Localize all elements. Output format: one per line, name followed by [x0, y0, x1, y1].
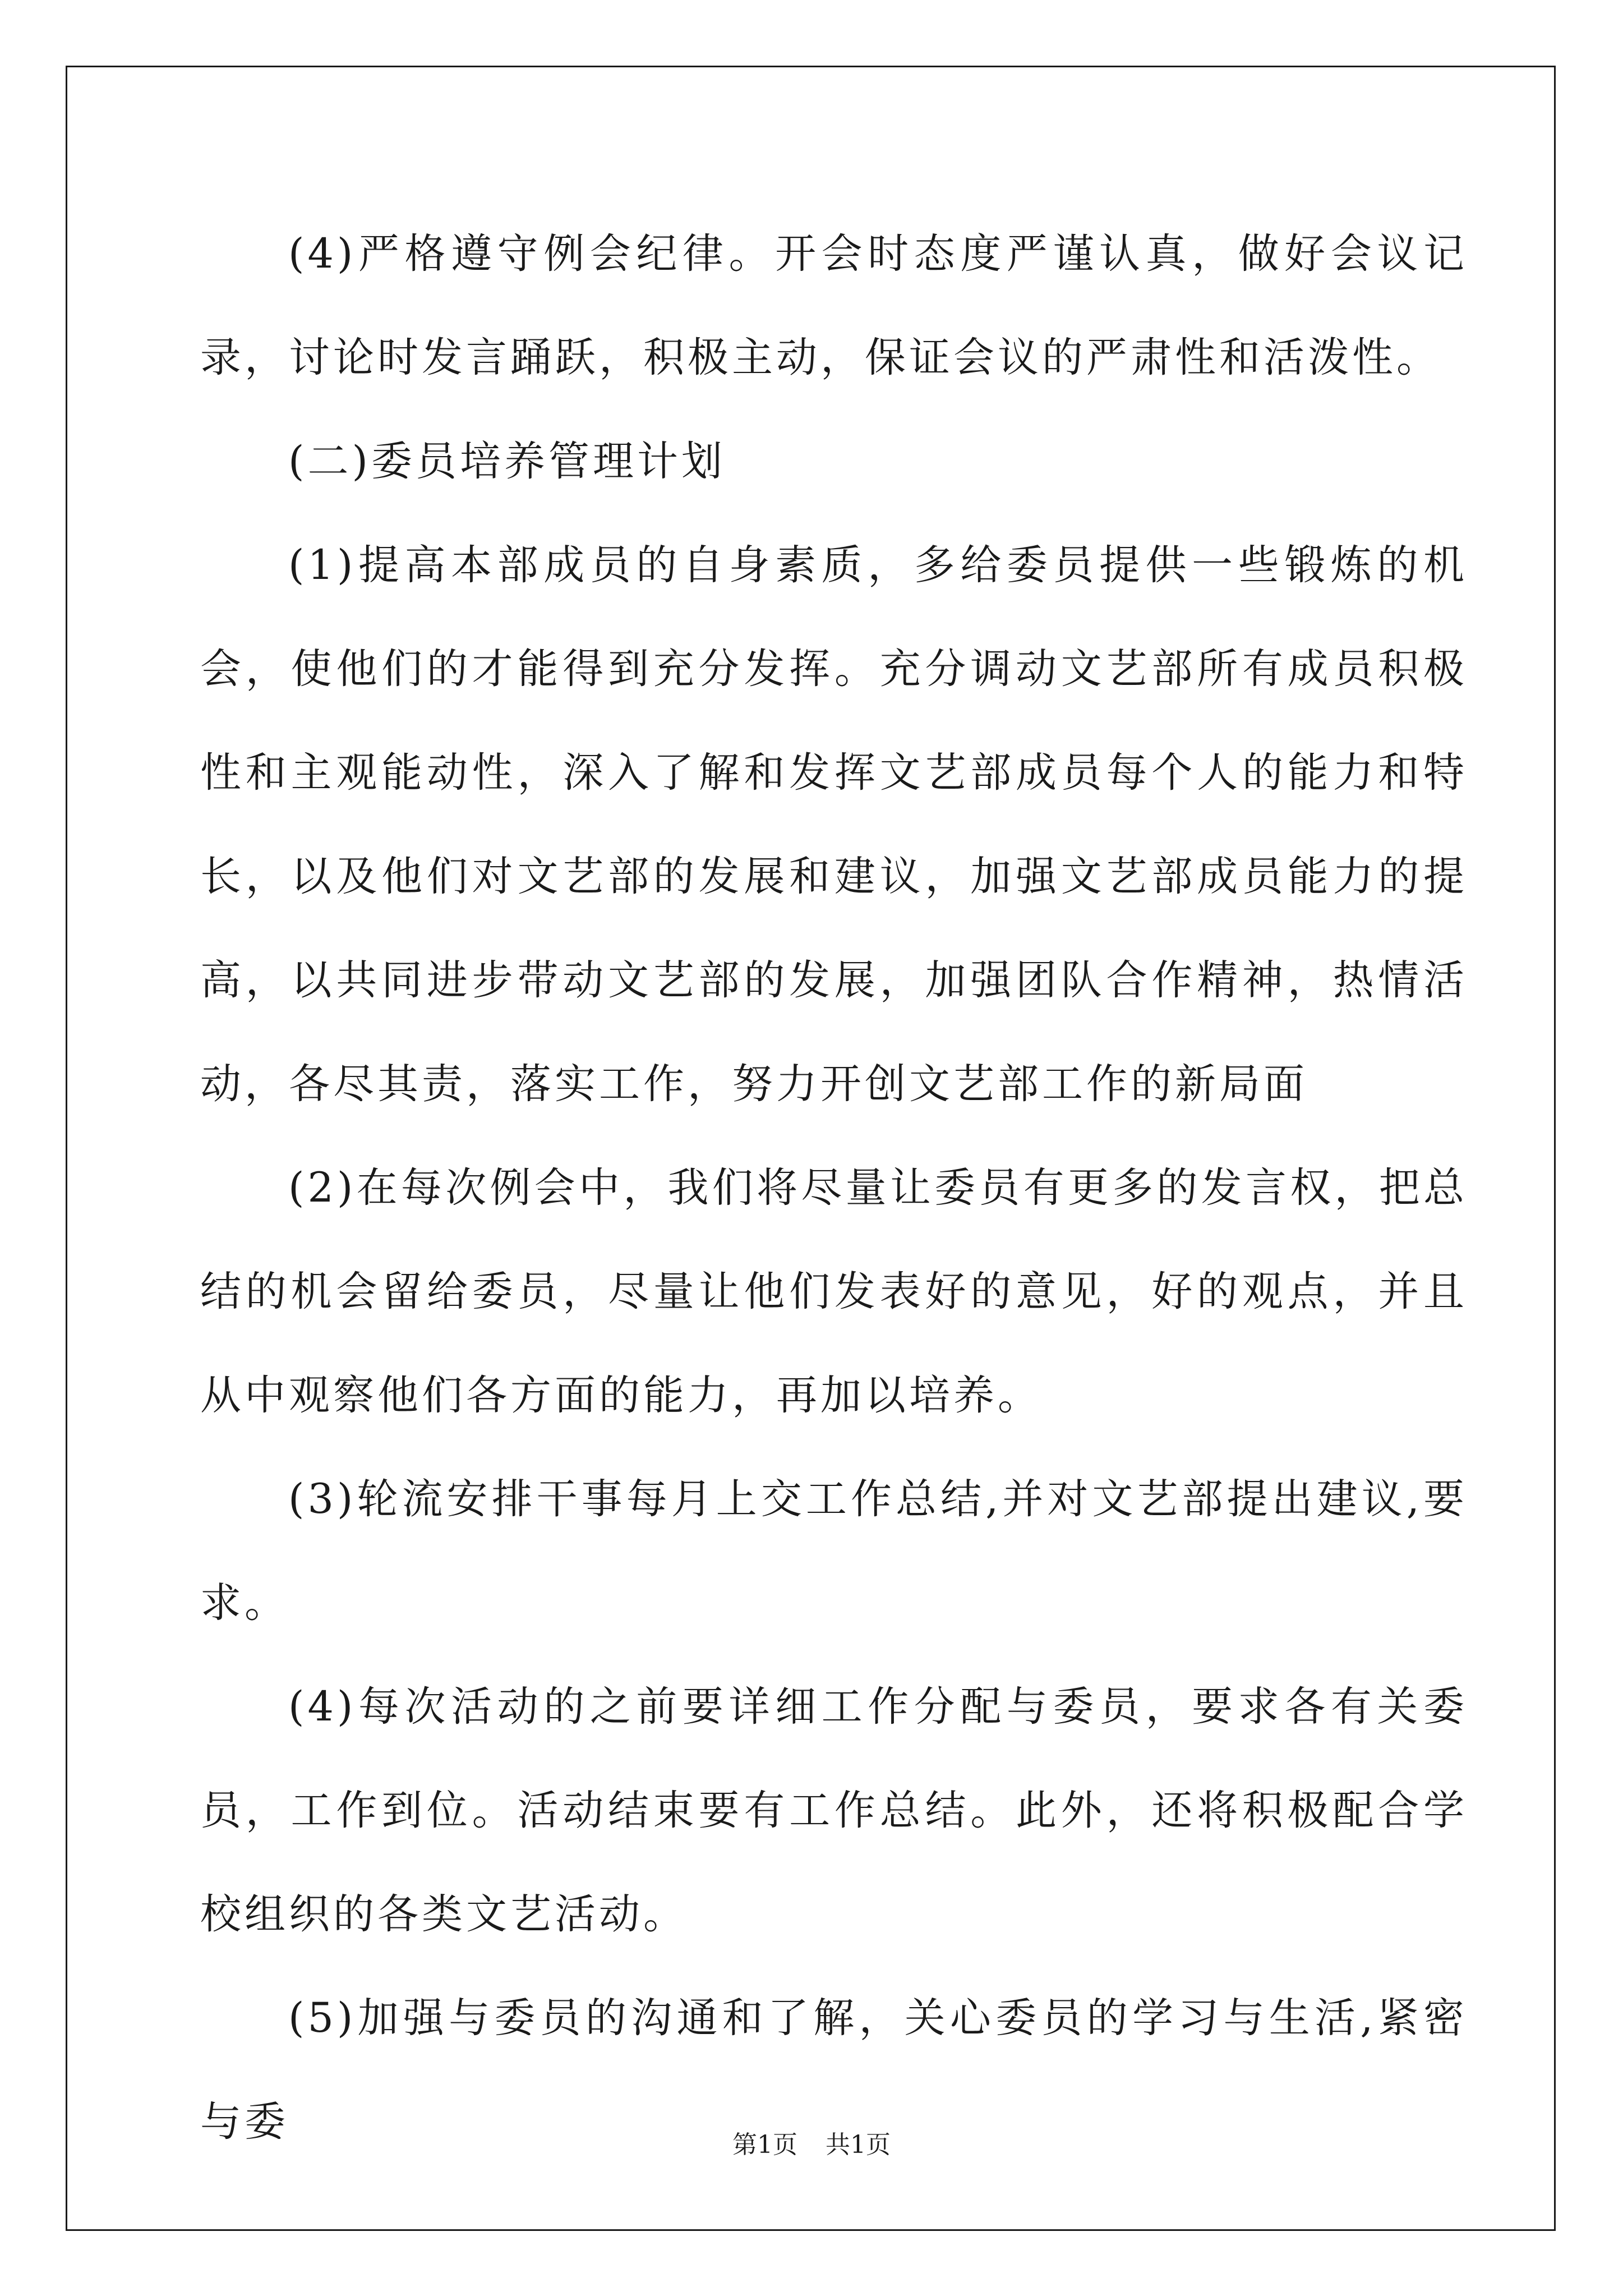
- page-number-current: 第1页: [732, 2131, 797, 2159]
- paragraph-speaking-rights: (2)在每次例会中，我们将尽量让委员有更多的发言权，把总结的机会留给委员，尽量让他们发表好的意见，好的观点，并且从中观察他们各方面的能力，再加以培养。: [200, 1164, 1468, 1419]
- page-footer: [0, 2124, 1623, 2160]
- section-heading-member-training: (二)委员培养管理计划: [288, 438, 726, 485]
- paragraph-communication: (5)加强与委员的沟通和了解，关心委员的学习与生活,紧密与委: [200, 1994, 1468, 2146]
- page-number-total: 共1页: [826, 2131, 891, 2159]
- paragraph-monthly-summary: (3)轮流安排干事每月上交工作总结,并对文艺部提出建议,要求。: [200, 1475, 1468, 1627]
- paragraph-meeting-discipline: (4)严格遵守例会纪律。开会时态度严谨认真，做好会议记录，讨论时发言踊跃，积极主动，保证会议的严肃性和活泼性。: [200, 230, 1468, 381]
- paragraph-improve-quality: (1)提高本部成员的自身素质，多给委员提供一些锻炼的机会，使他们的才能得到充分发挥。充分调动文艺部所有成员积极性和主观能动性，深入了解和发挥文艺部成员每个人的能力和特长，以及他们对文艺部的发展和建议，加强文艺部成员能力的提高，以共同进步带动文艺部的发展，加强团队合作精神，热情活动，各尽其责，落实工作，努力开创文艺部工作的新局面: [200, 541, 1468, 1108]
- paragraph-task-assignment: (4)每次活动的之前要详细工作分配与委员，要求各有关委员，工作到位。活动结束要有工作总结。此外，还将积极配合学校组织的各类文艺活动。: [200, 1683, 1468, 1938]
- document-body: [200, 202, 1468, 2174]
